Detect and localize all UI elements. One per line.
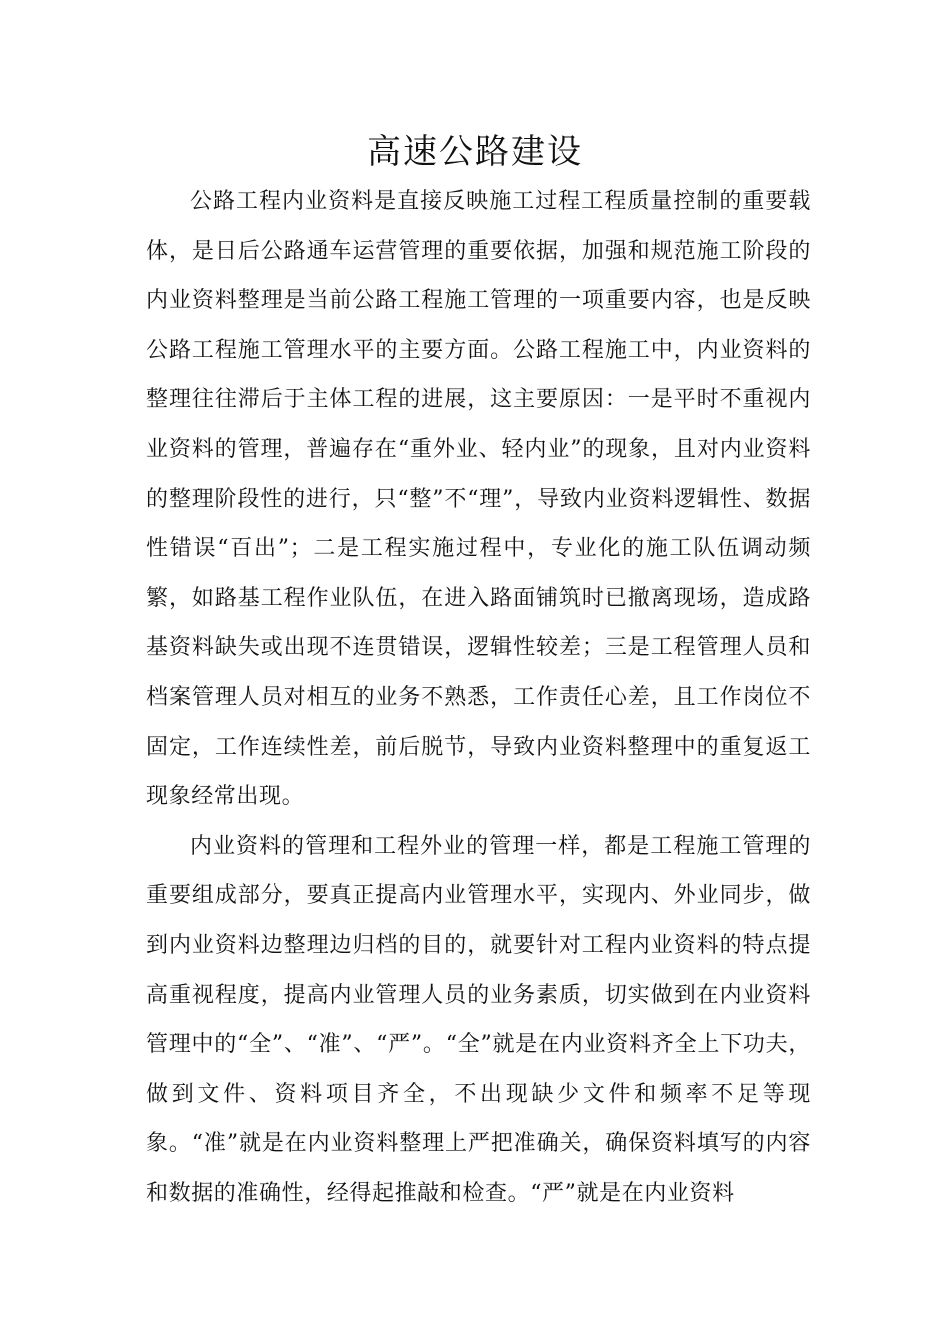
paragraph-2: 内业资料的管理和工程外业的管理一样，都是工程施工管理的重要组成部分，要真正提高内业管理水平，实现内、外业同步，做到内业资料边整理边归档的目的，就要针对工程内业资料的特点提高重视程度，提高内业管理人员的业务素质，切实做到在内业资料管理中的“全”、“准”、“严”。“全”就是在内业资料齐全上下功夫，做到文件、资料项目齐全，不出现缺少文件和频率不足等现象。“准”就是在内业资料整理上严把准确关，确保资料填写的内容和数据的准确性，经得起推敲和检查。“严”就是在内业资料	[146, 833, 811, 1206]
document-title: 高速公路建设	[367, 132, 583, 172]
paragraph-1: 公路工程内业资料是直接反映施工过程工程质量控制的重要载体，是日后公路通车运营管理的重要依据，加强和规范施工阶段的内业资料整理是当前公路工程施工管理的一项重要内容，也是反映公路工程施工管理水平的主要方面。公路工程施工中，内业资料的整理往往滞后于主体工程的进展，这主要原因：一是平时不重视内业资料的管理，普遍存在“重外业、轻内业”的现象，且对内业资料的整理阶段性的进行，只“整”不“理”，导致内业资料逻辑性、数据性错误“百出”；二是工程实施过程中，专业化的施工队伍调动频繁，如路基工程作业队伍，在进入路面铺筑时已撤离现场，造成路基资料缺失或出现不连贯错误，逻辑性较差；三是工程管理人员和档案管理人员对相互的业务不熟悉，工作责任心差，且工作岗位不固定，工作连续性差，前后脱节，导致内业资料整理中的重复返工现象经常出现。	[146, 189, 811, 810]
document-body	[146, 177, 811, 1218]
